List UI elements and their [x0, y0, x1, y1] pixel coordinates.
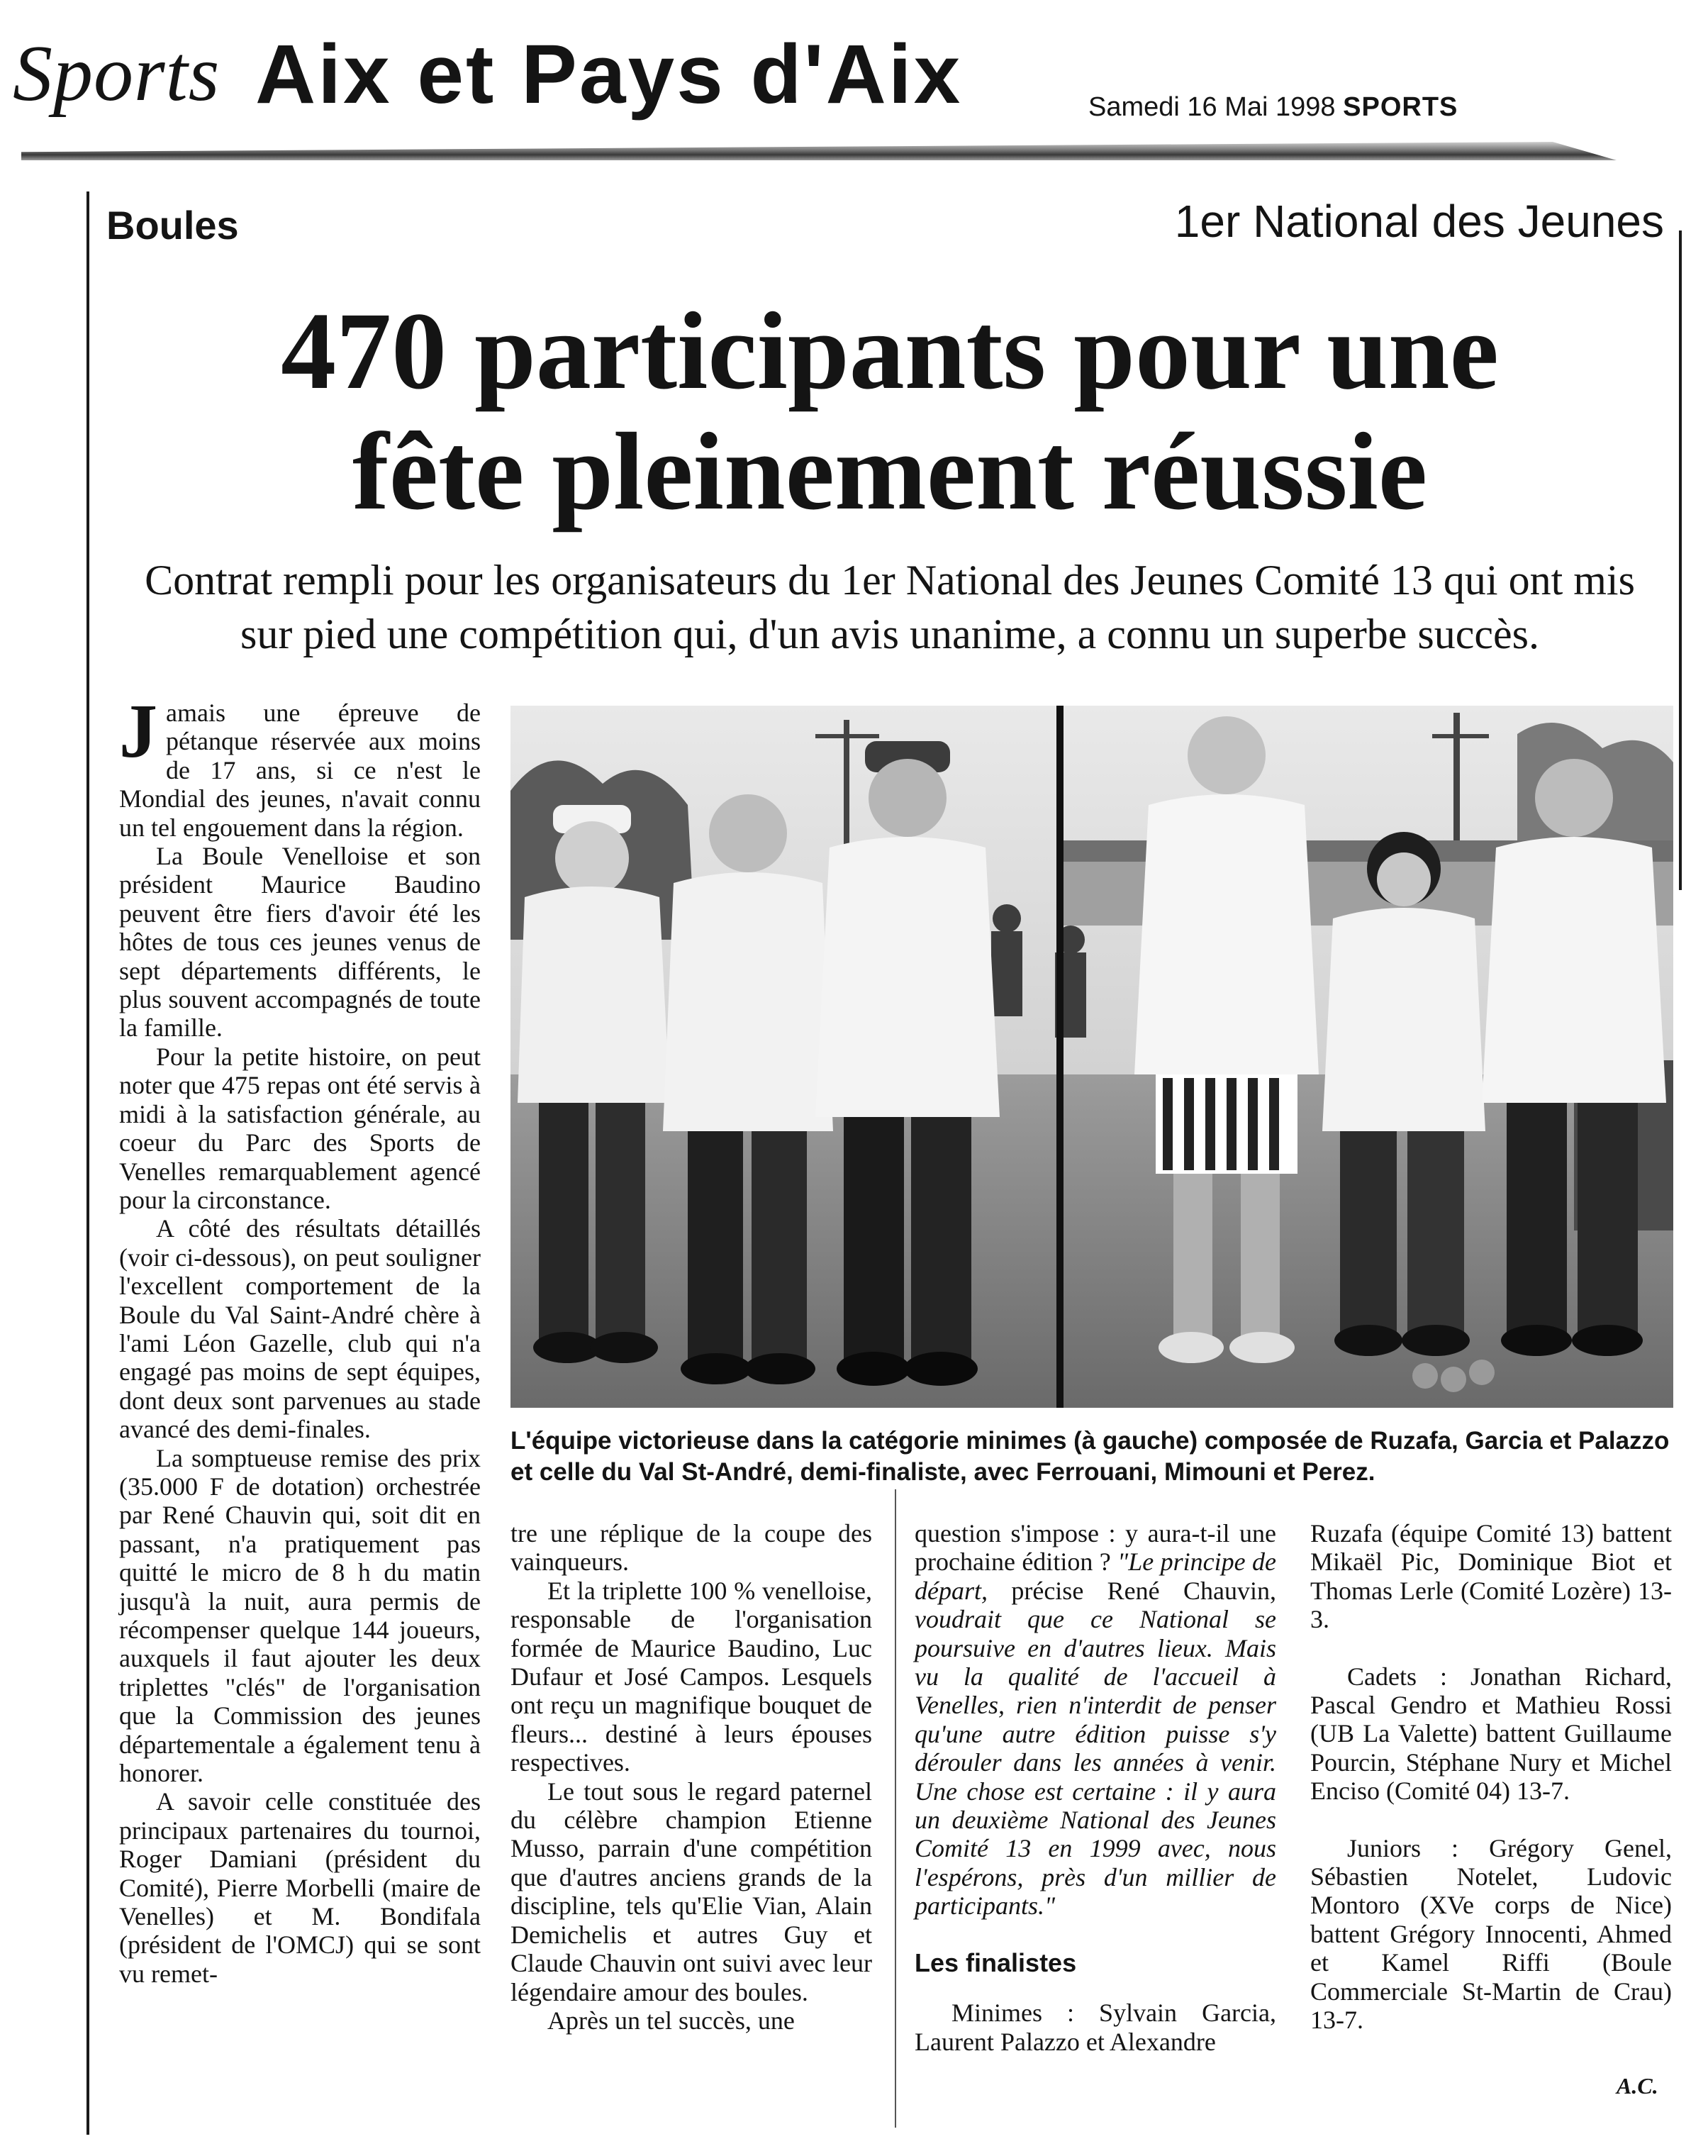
- team-photo: [510, 706, 1673, 1408]
- headline-line-2: fête pleinement réussie: [352, 410, 1428, 533]
- column-1-paragraph-5: La somptueuse remise des prix (35.000 F de dotation) orchestrée par René Chauvin qui, soit dit en passant, n'a pratiquement pas quitté le micro de 8 h du matin jusqu'à la nuit, aura permis de récompenser quelque 144 joueurs, auxquels il faut ajouter les deux triplettes "clés" de l'organisation que la Commission des jeunes départementale a également tenu à honorer.: [119, 1443, 481, 1788]
- column-1-paragraph-1: [119, 689, 481, 842]
- deck-line-1: Contrat rempli pour les organisateurs du 1er National des Jeunes Comité 13 qui ont mis: [145, 557, 1635, 604]
- column-3-text-1: question s'impose : y aura-t-il une prochaine édition ?: [915, 1519, 1276, 1577]
- article-frame-left: [86, 191, 89, 2135]
- article-column-1: [119, 689, 481, 1988]
- headline-line-1: 470 participants pour une: [281, 289, 1499, 412]
- article-column-4: [1310, 1519, 1672, 2063]
- event-name: 1er National des Jeunes: [1174, 196, 1664, 247]
- column-3-quote-1: "Le principe de départ,: [915, 1547, 1276, 1605]
- column-1-paragraph-6: A savoir celle constituée des principaux partenaires du tournoi, Roger Damiani (président du Comité), Pierre Morbelli (maire de Venelles) et M. Bondifala (président de l'OMCJ) qui se sont vu remet-: [119, 1787, 481, 1988]
- headline: [106, 291, 1673, 532]
- photo-caption: L'équipe victorieuse dans la catégorie minimes (à gauche) composée de Ruzafa, Garcia et Palazzo et celle du Val St-André, demi-finaliste, avec Ferrouani, Mimouni et Perez.: [510, 1427, 1670, 1486]
- column-3-text-2: précise René Chauvin,: [988, 1576, 1276, 1605]
- column-2-paragraph-3: Le tout sous le regard paternel du célèbre champion Etienne Musso, parrain d'une compétition que d'autres anciens grands de la discipline, tels qu'Elie Vian, Alain Demichelis et autres Guy et Claude Chauvin ont suivi avec leur légendaire amour des boules.: [510, 1777, 872, 2006]
- column-2-paragraph-1: tre une réplique de la coupe des vainqueurs.: [510, 1519, 872, 1577]
- masthead-date: Samedi 16 Mai 1998: [1088, 92, 1336, 122]
- minimes-result: Minimes : Sylvain Garcia, Laurent Palazzo et Alexandre: [915, 1999, 1276, 2056]
- masthead-region: Aix et Pays d'Aix: [255, 28, 963, 121]
- column-1-paragraph-2: La Boule Venelloise et son président Maurice Baudino peuvent être fiers d'avoir été les hôtes de tous ces jeunes venus de sept départements différents, le plus souvent accompagnés de toute la famille.: [119, 842, 481, 1043]
- article-column-3: [915, 1519, 1276, 2056]
- cadets-result: Cadets : Jonathan Richard, Pascal Gendro et Mathieu Rossi (UB La Valette) battent Guillaume Pourcin, Stéphane Nury et Michel Enciso (Comité 04) 13-7.: [1310, 1662, 1672, 1806]
- column-1-paragraph-1-text: amais une épreuve de pétanque réservée aux moins de 17 ans, si ce n'est le Mondial des jeunes, n'avait connu un tel engouement dans la région.: [119, 699, 481, 842]
- team-photo-image: [510, 706, 1673, 1408]
- deck: [106, 553, 1673, 661]
- column-2-paragraph-2: Et la triplette 100 % venelloise, responsable de l'organisation formée de Maurice Baudino, Luc Dufaur et José Campos. Lesquels ont reçu un magnifique bouquet de fleurs... destiné à leurs épouses respectives.: [510, 1576, 872, 1777]
- juniors-result: Juniors : Grégory Genel, Sébastien Notelet, Ludovic Montoro (XVe corps de Nice) battent Grégory Innocenti, Ahmed et Kamel Riffi (Boule Commerciale St-Martin de Crau) 13-7.: [1310, 1833, 1672, 2035]
- masthead-date-line: [1088, 94, 1458, 121]
- finalists-heading: Les finalistes: [915, 1947, 1077, 1977]
- header-rule: [21, 142, 1617, 160]
- article-column-2: [510, 1519, 872, 2035]
- author-signature: A.C.: [1617, 2073, 1658, 2099]
- minimes-result-continued: Ruzafa (équipe Comité 13) battent Mikaël Pic, Dominique Biot et Thomas Lerle (Comité Lozère) 13-3.: [1310, 1519, 1672, 1634]
- column-2-paragraph-4: Après un tel succès, une: [547, 2006, 795, 2035]
- column-1-paragraph-3: Pour la petite histoire, on peut noter que 475 repas ont été servis à midi à la satisfaction générale, au coeur du Parc des Sports de Venelles remarquablement agencé pour la circonstance.: [119, 1042, 481, 1214]
- masthead-sports: Sports: [13, 30, 221, 118]
- section-name: Boules: [106, 203, 239, 248]
- column-divider-2-3: [895, 1489, 896, 2128]
- masthead-section-label: SPORTS: [1343, 92, 1458, 122]
- column-3-paragraph-1: [915, 1519, 1276, 1921]
- dropcap: J: [119, 689, 157, 774]
- column-3-quote-2: voudrait que ce National se poursuive en d'autres lieux. Mais vu la qualité de l'accueil à Venelles, rien n'interdit de penser qu'une autre édition puisse s'y dérouler dans les années à venir. Une chose est certaine : il y aura un deuxième National des Jeunes Comité 13 en 1999 avec, nous l'espérons, près d'un millier de participants.": [915, 1605, 1276, 1921]
- article-frame-right: [1679, 230, 1682, 890]
- deck-line-2: sur pied une compétition qui, d'un avis unanime, a connu un superbe succès.: [240, 611, 1540, 657]
- column-1-paragraph-4: A côté des résultats détaillés (voir ci-dessous), on peut souligner l'excellent comportement de la Boule du Val Saint-André chère à l'ami Léon Gazelle, club qui n'a engagé pas moins de sept équipes, dont deux sont parvenues au stade avancé des demi-finales.: [119, 1214, 481, 1444]
